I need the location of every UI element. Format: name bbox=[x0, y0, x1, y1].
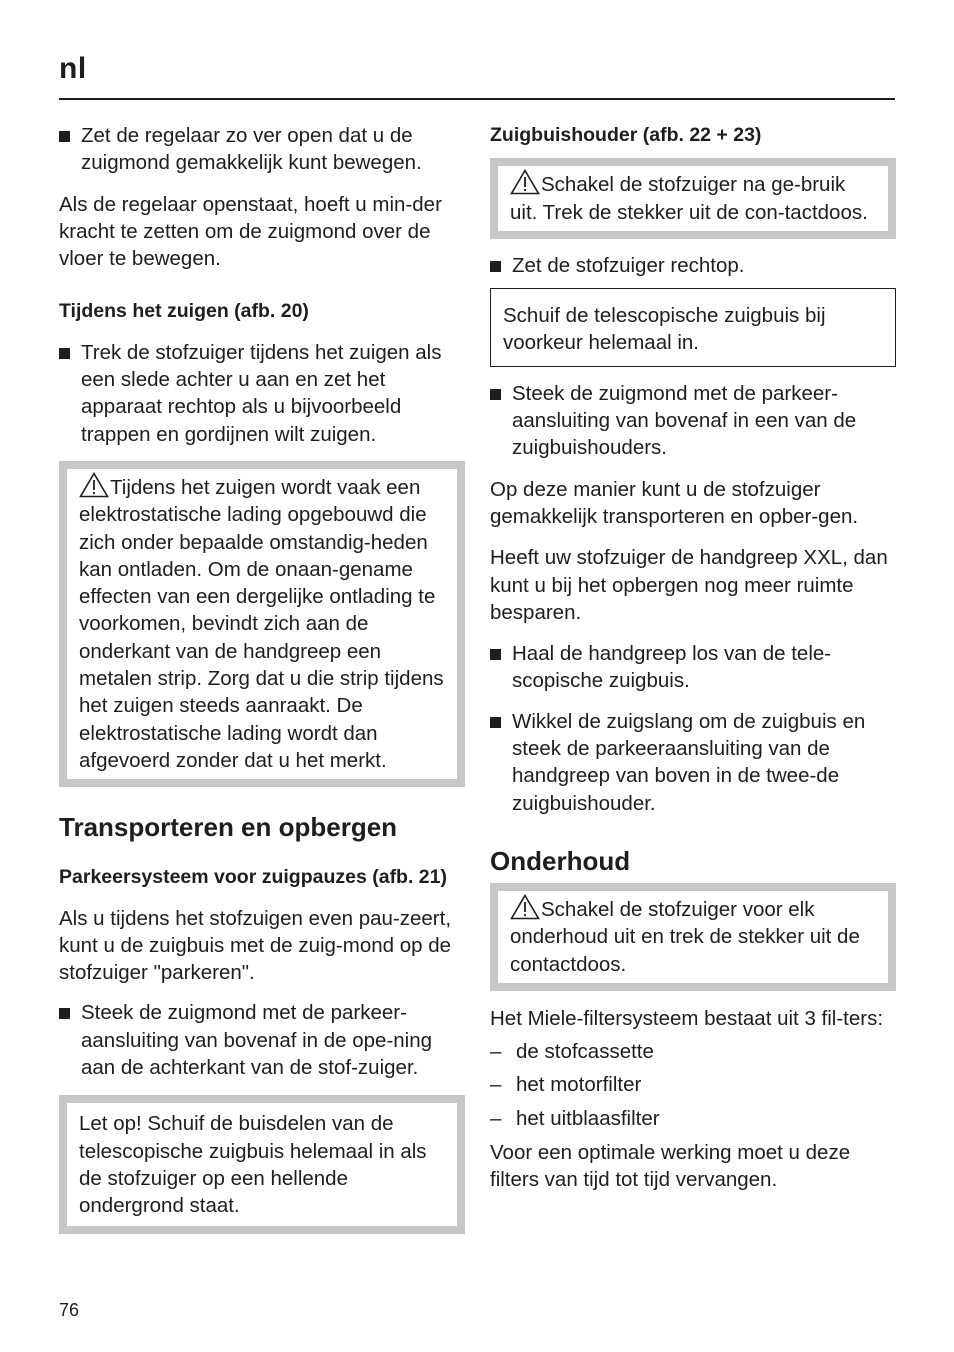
warning-triangle-icon bbox=[510, 169, 540, 195]
heading-parking-system: Parkeersysteem voor zuigpauzes (afb. 21) bbox=[59, 866, 447, 889]
warning-triangle-icon bbox=[79, 472, 109, 498]
heading-tube-holder: Zuigbuishouder (afb. 22 + 23) bbox=[490, 124, 762, 146]
bullet-square-icon bbox=[490, 717, 501, 728]
framed-note-telescopic bbox=[490, 288, 896, 367]
list-item-text: het motorfilter bbox=[516, 1073, 642, 1097]
bullet-wrap-hose bbox=[490, 708, 896, 817]
warning-triangle-icon bbox=[510, 894, 540, 920]
header-rule bbox=[59, 98, 895, 100]
dash-marker: – bbox=[490, 1073, 502, 1097]
bullet-text: Zet de regelaar zo ver open dat u de zuigmond gemakkelijk kunt bewegen. bbox=[81, 124, 422, 175]
warning-box-content bbox=[67, 469, 457, 779]
filter-list bbox=[490, 1038, 896, 1132]
warning-text: Schakel de stofzuiger voor elk onderhoud uit en trek de stekker uit de contactdoos. bbox=[510, 897, 860, 976]
bullet-detach-handle bbox=[490, 640, 896, 695]
bullet-square-icon bbox=[490, 261, 501, 272]
left-column bbox=[59, 122, 465, 1234]
warning-box-unplug bbox=[490, 158, 896, 239]
note-box-slope bbox=[59, 1095, 465, 1233]
list-item bbox=[490, 1071, 896, 1098]
bullet-text: Steek de zuigmond met de parkeer-aansluiting van bovenaf in de ope-ning aan de achterkant van de stof-zuiger. bbox=[81, 1001, 433, 1080]
bullet-square-icon bbox=[490, 389, 501, 400]
filter-system-paragraph: Het Miele-filtersysteem bestaat uit 3 fil-ters: bbox=[490, 1006, 884, 1030]
bullet-square-icon bbox=[59, 348, 70, 359]
right-column bbox=[490, 122, 896, 1194]
bullet-insert-holder bbox=[490, 380, 896, 462]
xxl-handle-paragraph: Heeft uw stofzuiger de handgreep XXL, dan kunt u bij het opbergen nog meer ruimte besparen. bbox=[490, 546, 888, 624]
bullet-square-icon bbox=[59, 1008, 70, 1019]
bullet-text: Steek de zuigmond met de parkeer-aansluiting van bovenaf in een van de zuigbuishouders. bbox=[512, 381, 857, 460]
warning-box-static bbox=[59, 461, 465, 787]
warning-text: Tijdens het zuigen wordt vaak een elektrostatische lading opgebouwd die zich onder bepaalde omstandig-heden kan ontladen. Om de onaan-gename effecten van een dergelijke ontlading te voorkomen, bevindt zich aan de onderkant van de handgreep een metalen strip. Zorg dat u die strip tijdens het zuigen steeds aanraakt. De elektrostatische lading wordt dan afgevoerd zonder dat u het merkt. bbox=[79, 475, 444, 772]
section-title-maintenance: Onderhoud bbox=[490, 845, 631, 876]
language-code: nl bbox=[59, 52, 87, 85]
section-title-transport: Transporteren en opbergen bbox=[59, 812, 398, 843]
bullet-open-regulator bbox=[59, 122, 465, 177]
replace-filters-paragraph: Voor een optimale werking moet u deze filters van tijd tot tijd vervangen. bbox=[490, 1141, 851, 1192]
warning-box-maintenance bbox=[490, 883, 896, 991]
bullet-square-icon bbox=[59, 131, 70, 142]
dash-marker: – bbox=[490, 1106, 502, 1130]
bullet-insert-nozzle bbox=[59, 999, 465, 1081]
heading-during-vacuuming: Tijdens het zuigen (afb. 20) bbox=[59, 300, 309, 323]
dash-marker: – bbox=[490, 1040, 502, 1064]
bullet-drag-vacuum bbox=[59, 339, 465, 448]
bullet-square-icon bbox=[490, 649, 501, 660]
bullet-upright bbox=[490, 252, 896, 279]
bullet-text: Haal de handgreep los van de tele-scopische zuigbuis. bbox=[512, 642, 832, 693]
regulator-paragraph: Als de regelaar openstaat, hoeft u min-der kracht te zetten om de zuigmond over de vloer te bewegen. bbox=[59, 192, 442, 271]
warning-box-content bbox=[498, 891, 888, 983]
note-text: Let op! Schuif de buisdelen van de telescopische zuigbuis helemaal in als de stofzuiger op een hellende ondergrond staat. bbox=[79, 1112, 427, 1218]
note-box-content bbox=[67, 1103, 457, 1225]
page-number: 76 bbox=[59, 1300, 80, 1320]
list-item-text: het uitblaasfilter bbox=[516, 1106, 660, 1130]
bullet-text: Wikkel de zuigslang om de zuigbuis en steek de parkeeraansluiting van de handgreep van boven in de twee-de zuigbuishouder. bbox=[512, 709, 866, 815]
transport-paragraph: Op deze manier kunt u de stofzuiger gemakkelijk transporteren en opber-gen. bbox=[490, 477, 859, 528]
warning-box-content bbox=[498, 166, 888, 231]
list-item bbox=[490, 1105, 896, 1132]
parking-paragraph: Als u tijdens het stofzuigen even pau-zeert, kunt u de zuigbuis met de zuig-mond op de stofzuiger "parkeren". bbox=[59, 906, 452, 985]
list-item bbox=[490, 1038, 896, 1065]
warning-text: Schakel de stofzuiger na ge-bruik uit. Trek de stekker uit de con-tactdoos. bbox=[510, 173, 868, 224]
bullet-text: Zet de stofzuiger rechtop. bbox=[512, 253, 745, 277]
framed-note-text: Schuif de telescopische zuigbuis bij voorkeur helemaal in. bbox=[503, 304, 826, 355]
bullet-text: Trek de stofzuiger tijdens het zuigen als een slede achter u aan en zet het apparaat rechtop als u bijvoorbeeld trappen en gordijnen wilt zuigen. bbox=[81, 340, 442, 446]
list-item-text: de stofcassette bbox=[516, 1040, 654, 1064]
